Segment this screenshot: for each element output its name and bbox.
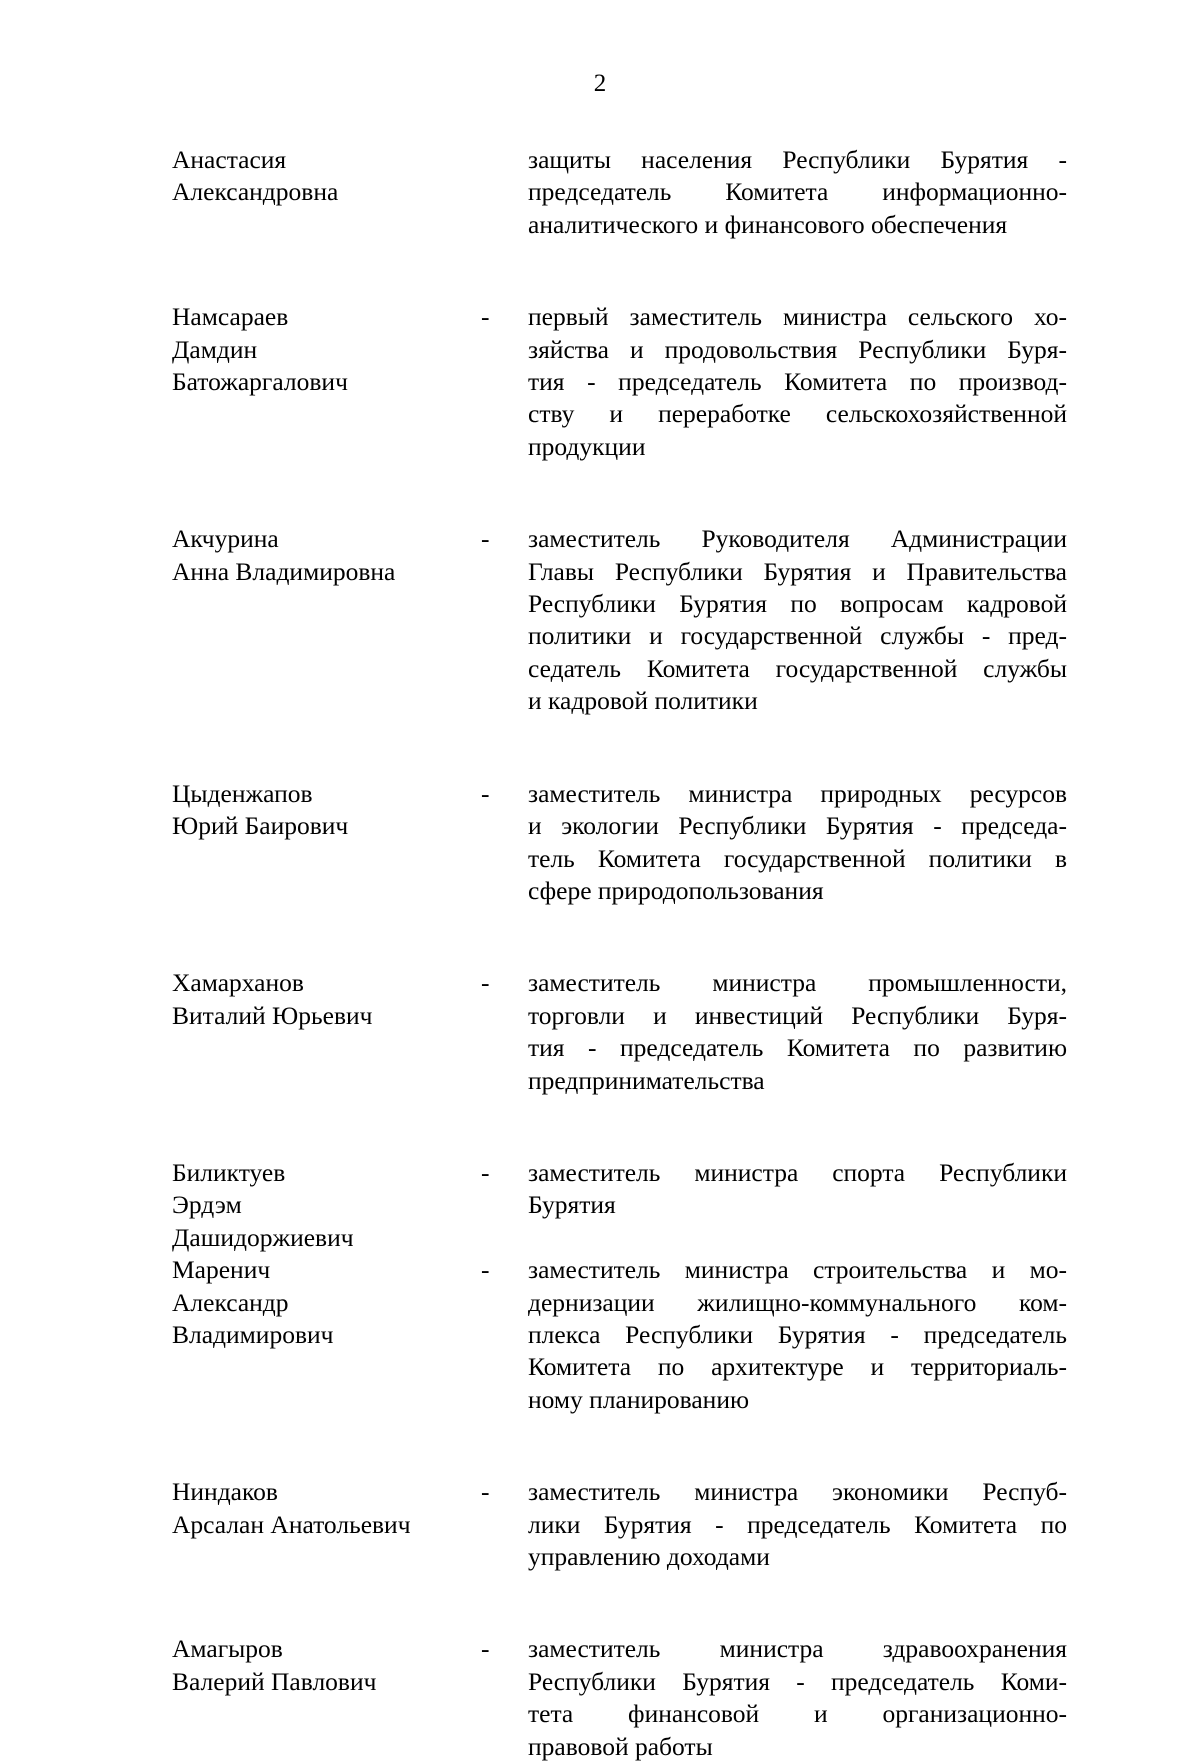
member-position xyxy=(528,301,1067,463)
position-line: правовой работы xyxy=(528,1731,713,1761)
position-line: и экологии Республики Бурятия - председа- xyxy=(528,811,1067,841)
member-name-line: Владимирович xyxy=(172,1319,334,1349)
member-entry xyxy=(0,301,1200,463)
member-name xyxy=(172,1476,472,1541)
position-line: Бурятия xyxy=(528,1190,616,1220)
dash-separator: - xyxy=(481,1634,490,1664)
dash-separator: - xyxy=(481,302,490,332)
position-line: Комитета по архитектуре и территориаль- xyxy=(528,1352,1067,1382)
member-name-line: Эрдэм xyxy=(172,1190,242,1220)
member-entry xyxy=(0,1633,1200,1763)
member-name-line: Арсалан Анатольевич xyxy=(172,1509,411,1539)
position-line: продукции xyxy=(528,431,646,461)
member-name-line: Акчурина xyxy=(172,524,279,554)
position-line: заместитель министра строительства и мо- xyxy=(528,1255,1067,1285)
position-line: тия - председатель Комитета по производ- xyxy=(528,367,1067,397)
member-name-line: Дамдин xyxy=(172,334,258,364)
member-name-line: Ниндаков xyxy=(172,1477,278,1507)
member-entry xyxy=(0,1157,1200,1254)
member-position xyxy=(528,523,1067,717)
position-line: заместитель министра здравоохранения xyxy=(528,1634,1067,1664)
position-line: торговли и инвестиций Республики Буря- xyxy=(528,1000,1067,1030)
dash-separator: - xyxy=(481,1157,490,1187)
position-line: сфере природопользования xyxy=(528,875,824,905)
member-name xyxy=(172,778,472,843)
member-name-line: Маренич xyxy=(172,1255,271,1285)
member-entry xyxy=(0,967,1200,1097)
position-line: плекса Республики Бурятия - председатель xyxy=(528,1319,1067,1349)
position-line: политики и государственной службы - пред- xyxy=(528,621,1067,651)
member-position xyxy=(528,778,1067,908)
position-line: заместитель министра промышленности, xyxy=(528,968,1067,998)
position-line: дернизации жилищно-коммунального ком- xyxy=(528,1287,1067,1317)
position-line: предпринимательства xyxy=(528,1065,765,1095)
member-name-line: Валерий Павлович xyxy=(172,1666,377,1696)
position-line: заместитель министра природных ресурсов xyxy=(528,778,1067,808)
member-name-line: Биликтуев xyxy=(172,1157,286,1187)
member-position xyxy=(528,144,1067,241)
member-entry xyxy=(0,523,1200,717)
member-name-line: Дашидоржиевич xyxy=(172,1222,354,1252)
member-entry xyxy=(0,144,1200,241)
member-position xyxy=(528,967,1067,1097)
member-name xyxy=(172,1633,472,1698)
position-line: председатель Комитета информационно- xyxy=(528,177,1067,207)
dash-separator: - xyxy=(481,1255,490,1285)
position-line: первый заместитель министра сельского хо- xyxy=(528,302,1067,332)
page-number: 2 xyxy=(593,70,607,97)
position-line: зяйства и продовольствия Республики Буря- xyxy=(528,334,1067,364)
member-name xyxy=(172,1254,472,1351)
member-entry xyxy=(0,1254,1200,1416)
position-line: Республики Бурятия - председатель Коми- xyxy=(528,1666,1067,1696)
dash-separator: - xyxy=(481,524,490,554)
position-line: заместитель министра спорта Республики xyxy=(528,1157,1067,1187)
position-line: тета финансовой и организационно- xyxy=(528,1699,1067,1729)
member-name-line: Батожаргалович xyxy=(172,367,348,397)
member-name-line: Александровна xyxy=(172,177,339,207)
member-name-line: Цыденжапов xyxy=(172,778,313,808)
member-name-line: Виталий Юрьевич xyxy=(172,1000,373,1030)
member-name xyxy=(172,523,472,588)
position-line: Республики Бурятия по вопросам кадровой xyxy=(528,589,1067,619)
member-name xyxy=(172,144,472,209)
position-line: заместитель министра экономики Респуб- xyxy=(528,1477,1067,1507)
member-name-line: Амагыров xyxy=(172,1634,283,1664)
member-name xyxy=(172,1157,472,1254)
member-position xyxy=(528,1157,1067,1222)
position-line: Главы Республики Бурятия и Правительства xyxy=(528,556,1067,586)
member-name xyxy=(172,301,472,398)
position-line: ству и переработке сельскохозяйственной xyxy=(528,399,1067,429)
position-line: лики Бурятия - председатель Комитета по xyxy=(528,1509,1067,1539)
position-line: тель Комитета государственной политики в xyxy=(528,843,1067,873)
member-name-line: Юрий Баирович xyxy=(172,811,349,841)
member-entry xyxy=(0,778,1200,908)
dash-separator: - xyxy=(481,1477,490,1507)
position-line: седатель Комитета государственной службы xyxy=(528,653,1067,683)
member-position xyxy=(528,1476,1067,1573)
position-line: и кадровой политики xyxy=(528,686,758,716)
position-line: управлению доходами xyxy=(528,1541,770,1571)
member-name-line: Александр xyxy=(172,1287,289,1317)
member-position xyxy=(528,1633,1067,1763)
member-name-line: Анна Владимировна xyxy=(172,556,396,586)
position-line: защиты населения Республики Бурятия - xyxy=(528,145,1067,174)
position-line: ному планированию xyxy=(528,1384,750,1414)
position-line: заместитель Руководителя Администрации xyxy=(528,524,1067,554)
member-position xyxy=(528,1254,1067,1416)
position-line: тия - председатель Комитета по развитию xyxy=(528,1033,1067,1063)
position-line: аналитического и финансового обеспечения xyxy=(528,209,1008,239)
member-name-line: Намсараев xyxy=(172,302,289,332)
member-name xyxy=(172,967,472,1032)
member-list xyxy=(0,144,1200,1763)
dash-separator: - xyxy=(481,778,490,808)
member-name-line: Анастасия xyxy=(172,145,287,174)
member-name-line: Хамарханов xyxy=(172,968,304,998)
dash-separator: - xyxy=(481,968,490,998)
member-entry xyxy=(0,1476,1200,1573)
